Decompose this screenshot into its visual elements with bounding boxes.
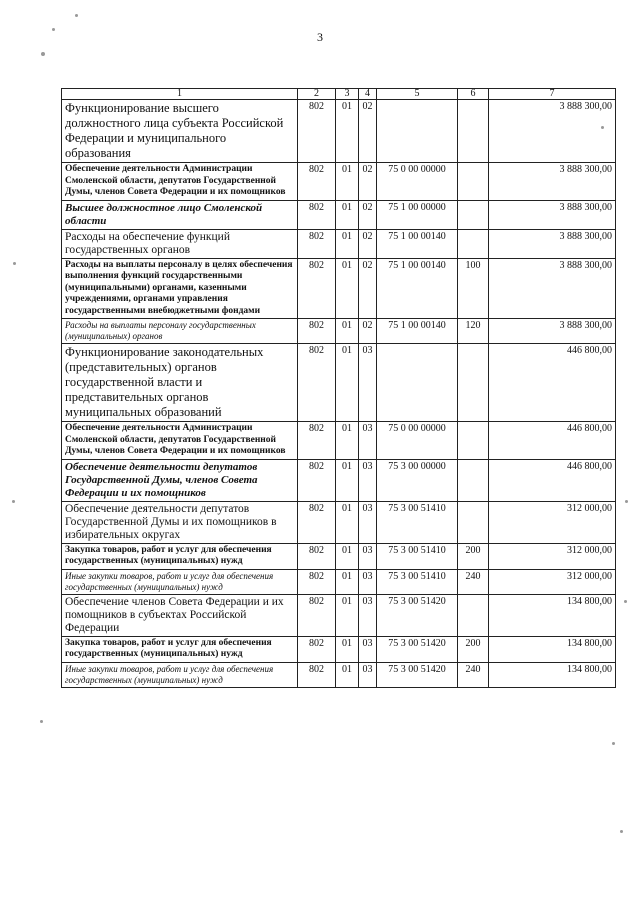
row-name-cell: Расходы на выплаты персоналу государственных (муниципальных) органов xyxy=(62,319,298,344)
expense-type-cell xyxy=(458,229,489,258)
amount-cell: 134 800,00 xyxy=(489,662,616,687)
expense-type-cell xyxy=(458,200,489,229)
table-row xyxy=(62,501,616,543)
table-row xyxy=(62,344,616,422)
amount-cell: 134 800,00 xyxy=(489,594,616,636)
target-article-cell: 75 3 00 51420 xyxy=(377,662,458,687)
table-header-row xyxy=(62,89,616,100)
amount-cell: 312 000,00 xyxy=(489,569,616,594)
subsection-code-cell: 02 xyxy=(359,163,377,201)
amount-cell: 446 800,00 xyxy=(489,459,616,501)
target-article-cell: 75 3 00 51410 xyxy=(377,569,458,594)
admin-code-cell: 802 xyxy=(298,459,336,501)
row-name-cell: Обеспечение деятельности Администрации Смоленской области, депутатов Государственной Думы, членов Совета Федерации и их помощников xyxy=(62,163,298,201)
section-code-cell: 01 xyxy=(336,662,359,687)
scan-speck xyxy=(12,500,15,503)
section-code-cell: 01 xyxy=(336,200,359,229)
scan-speck xyxy=(612,742,615,745)
amount-cell: 3 888 300,00 xyxy=(489,319,616,344)
target-article-cell: 75 3 00 51420 xyxy=(377,594,458,636)
scan-speck xyxy=(601,126,604,129)
budget-table xyxy=(61,88,616,688)
table-row xyxy=(62,662,616,687)
target-article-cell: 75 1 00 00140 xyxy=(377,229,458,258)
column-header: 5 xyxy=(377,89,458,100)
column-header: 4 xyxy=(359,89,377,100)
subsection-code-cell: 02 xyxy=(359,229,377,258)
expense-type-cell: 240 xyxy=(458,569,489,594)
scan-speck xyxy=(13,262,16,265)
target-article-cell: 75 0 00 00000 xyxy=(377,422,458,460)
table-row xyxy=(62,459,616,501)
section-code-cell: 01 xyxy=(336,258,359,319)
table-row xyxy=(62,319,616,344)
row-name-cell: Обеспечение деятельности депутатов Государственной Думы, членов Совета Федерации и их помощников xyxy=(62,459,298,501)
subsection-code-cell: 02 xyxy=(359,200,377,229)
admin-code-cell: 802 xyxy=(298,258,336,319)
expense-type-cell xyxy=(458,459,489,501)
admin-code-cell: 802 xyxy=(298,594,336,636)
admin-code-cell: 802 xyxy=(298,163,336,201)
row-name-cell: Иные закупки товаров, работ и услуг для обеспечения государственных (муниципальных) нужд xyxy=(62,569,298,594)
amount-cell: 3 888 300,00 xyxy=(489,163,616,201)
target-article-cell: 75 3 00 51410 xyxy=(377,543,458,569)
row-name-cell: Расходы на обеспечение функций государственных органов xyxy=(62,229,298,258)
expense-type-cell xyxy=(458,422,489,460)
admin-code-cell: 802 xyxy=(298,501,336,543)
expense-type-cell xyxy=(458,163,489,201)
expense-type-cell: 240 xyxy=(458,662,489,687)
section-code-cell: 01 xyxy=(336,319,359,344)
section-code-cell: 01 xyxy=(336,459,359,501)
amount-cell: 446 800,00 xyxy=(489,422,616,460)
scan-speck xyxy=(40,720,43,723)
target-article-cell xyxy=(377,344,458,422)
amount-cell: 134 800,00 xyxy=(489,636,616,662)
admin-code-cell: 802 xyxy=(298,100,336,163)
target-article-cell: 75 3 00 51420 xyxy=(377,636,458,662)
column-header: 1 xyxy=(62,89,298,100)
row-name-cell: Функционирование законодательных (представительных) органов государственной власти и представительных органов муниципальных образований xyxy=(62,344,298,422)
scan-speck xyxy=(624,600,627,603)
amount-cell: 312 000,00 xyxy=(489,501,616,543)
admin-code-cell: 802 xyxy=(298,636,336,662)
row-name-cell: Расходы на выплаты персоналу в целях обеспечения выполнения функций государственными (муниципальными) органами, казенными учреждениями, органами управления государственными внебюджетными фондами xyxy=(62,258,298,319)
subsection-code-cell: 02 xyxy=(359,258,377,319)
subsection-code-cell: 02 xyxy=(359,319,377,344)
target-article-cell xyxy=(377,100,458,163)
admin-code-cell: 802 xyxy=(298,662,336,687)
subsection-code-cell: 03 xyxy=(359,344,377,422)
table-row xyxy=(62,258,616,319)
expense-type-cell: 120 xyxy=(458,319,489,344)
expense-type-cell: 200 xyxy=(458,543,489,569)
amount-cell: 312 000,00 xyxy=(489,543,616,569)
target-article-cell: 75 3 00 00000 xyxy=(377,459,458,501)
target-article-cell: 75 0 00 00000 xyxy=(377,163,458,201)
subsection-code-cell: 03 xyxy=(359,501,377,543)
row-name-cell: Закупка товаров, работ и услуг для обеспечения государственных (муниципальных) нужд xyxy=(62,636,298,662)
subsection-code-cell: 03 xyxy=(359,569,377,594)
table-row xyxy=(62,569,616,594)
scan-speck xyxy=(75,14,78,17)
expense-type-cell xyxy=(458,501,489,543)
section-code-cell: 01 xyxy=(336,636,359,662)
table-row xyxy=(62,422,616,460)
scan-speck xyxy=(620,830,623,833)
scan-speck xyxy=(41,52,45,56)
column-header: 7 xyxy=(489,89,616,100)
subsection-code-cell: 03 xyxy=(359,422,377,460)
subsection-code-cell: 03 xyxy=(359,662,377,687)
row-name-cell: Иные закупки товаров, работ и услуг для обеспечения государственных (муниципальных) нужд xyxy=(62,662,298,687)
admin-code-cell: 802 xyxy=(298,200,336,229)
target-article-cell: 75 1 00 00140 xyxy=(377,319,458,344)
admin-code-cell: 802 xyxy=(298,543,336,569)
expense-type-cell: 100 xyxy=(458,258,489,319)
table-row xyxy=(62,543,616,569)
column-header: 3 xyxy=(336,89,359,100)
admin-code-cell: 802 xyxy=(298,229,336,258)
row-name-cell: Обеспечение членов Совета Федерации и их помощников в субъектах Российской Федерации xyxy=(62,594,298,636)
scan-speck xyxy=(625,500,628,503)
section-code-cell: 01 xyxy=(336,569,359,594)
subsection-code-cell: 02 xyxy=(359,100,377,163)
admin-code-cell: 802 xyxy=(298,422,336,460)
page-number: 3 xyxy=(317,30,323,44)
table-row xyxy=(62,594,616,636)
expense-type-cell xyxy=(458,100,489,163)
subsection-code-cell: 03 xyxy=(359,459,377,501)
row-name-cell: Обеспечение деятельности депутатов Государственной Думы и их помощников в избирательных округах xyxy=(62,501,298,543)
table-row xyxy=(62,200,616,229)
row-name-cell: Обеспечение деятельности Администрации Смоленской области, депутатов Государственной Думы, членов Совета Федерации и их помощников xyxy=(62,422,298,460)
amount-cell: 446 800,00 xyxy=(489,344,616,422)
expense-type-cell xyxy=(458,594,489,636)
section-code-cell: 01 xyxy=(336,229,359,258)
table-row xyxy=(62,636,616,662)
table-row xyxy=(62,229,616,258)
section-code-cell: 01 xyxy=(336,163,359,201)
column-header: 2 xyxy=(298,89,336,100)
table-row xyxy=(62,100,616,163)
table-row xyxy=(62,163,616,201)
section-code-cell: 01 xyxy=(336,422,359,460)
scan-speck xyxy=(52,28,55,31)
row-name-cell: Закупка товаров, работ и услуг для обеспечения государственных (муниципальных) нужд xyxy=(62,543,298,569)
subsection-code-cell: 03 xyxy=(359,636,377,662)
expense-type-cell: 200 xyxy=(458,636,489,662)
admin-code-cell: 802 xyxy=(298,344,336,422)
row-name-cell: Высшее должностное лицо Смоленской области xyxy=(62,200,298,229)
target-article-cell: 75 1 00 00000 xyxy=(377,200,458,229)
amount-cell: 3 888 300,00 xyxy=(489,200,616,229)
column-header: 6 xyxy=(458,89,489,100)
section-code-cell: 01 xyxy=(336,594,359,636)
amount-cell: 3 888 300,00 xyxy=(489,229,616,258)
target-article-cell: 75 3 00 51410 xyxy=(377,501,458,543)
subsection-code-cell: 03 xyxy=(359,543,377,569)
target-article-cell: 75 1 00 00140 xyxy=(377,258,458,319)
admin-code-cell: 802 xyxy=(298,569,336,594)
section-code-cell: 01 xyxy=(336,543,359,569)
expense-type-cell xyxy=(458,344,489,422)
subsection-code-cell: 03 xyxy=(359,594,377,636)
amount-cell: 3 888 300,00 xyxy=(489,258,616,319)
admin-code-cell: 802 xyxy=(298,319,336,344)
section-code-cell: 01 xyxy=(336,501,359,543)
section-code-cell: 01 xyxy=(336,344,359,422)
section-code-cell: 01 xyxy=(336,100,359,163)
row-name-cell: Функционирование высшего должностного лица субъекта Российской Федерации и муниципального образования xyxy=(62,100,298,163)
amount-cell: 3 888 300,00 xyxy=(489,100,616,163)
